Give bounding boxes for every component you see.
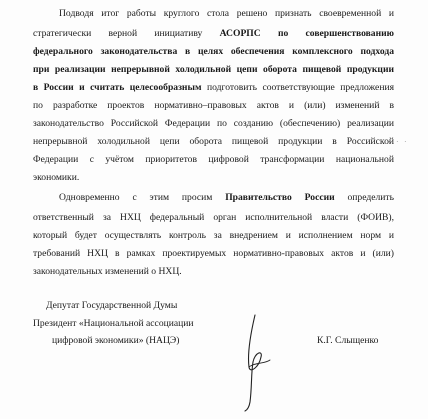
- p1-line-7: законодательство Российской Федерации по созданию (обеспечению) реализации: [33, 118, 394, 129]
- p2-line-1: Одновременно с этим просим Правительство России определить: [59, 192, 394, 203]
- handwritten-signature: [225, 312, 280, 412]
- p1-line-10: экономики.: [33, 172, 80, 183]
- p1-line-3: федерального законодательства в целях обеспечения комплексного подхода: [33, 46, 394, 57]
- p2-line-5: законодательных изменений о НХЦ.: [33, 266, 182, 277]
- p1-line-5: в России и считать целесообразным подготовить соответствующие предложения: [33, 82, 394, 93]
- signature-title-1: Депутат Государственной Думы: [46, 300, 178, 311]
- p1-line-2: стратегически верной инициативу АСОРПС по совершенствованию: [33, 28, 394, 39]
- margin-mark: · · ·: [388, 138, 409, 146]
- p2-line-4: требований НХЦ в рамках проектируемых нормативно-правовых актов и (или): [33, 248, 394, 259]
- p2-line-3: который будет осуществлять контроль за внедрением и исполнением норм и: [33, 230, 394, 241]
- p1-line-9: Федерации с учётом приоритетов цифровой трансформации национальной: [33, 154, 394, 165]
- p1-line-6: по разработке проектов нормативно–правовых актов и (или) изменений в: [33, 100, 394, 111]
- p1-line-4: при реализации непрерывной холодильной цепи оборота пищевой продукции: [33, 64, 394, 75]
- p1-line-8: непрерывной холодильной цепи оборота пищевой продукции в Российской: [33, 136, 394, 147]
- p1-line-1: Подводя итог работы круглого стола решено признать своевременной и: [59, 8, 394, 19]
- signatory-name: К.Г. Слыщенко: [317, 335, 379, 346]
- signature-title-2: Президент «Национальной ассоциации: [33, 318, 194, 329]
- signature-title-3: цифровой экономики» (НАЦЭ): [52, 335, 180, 346]
- p2-line-2: ответственный за НХЦ федеральный орган исполнительной власти (ФОИВ),: [33, 212, 394, 223]
